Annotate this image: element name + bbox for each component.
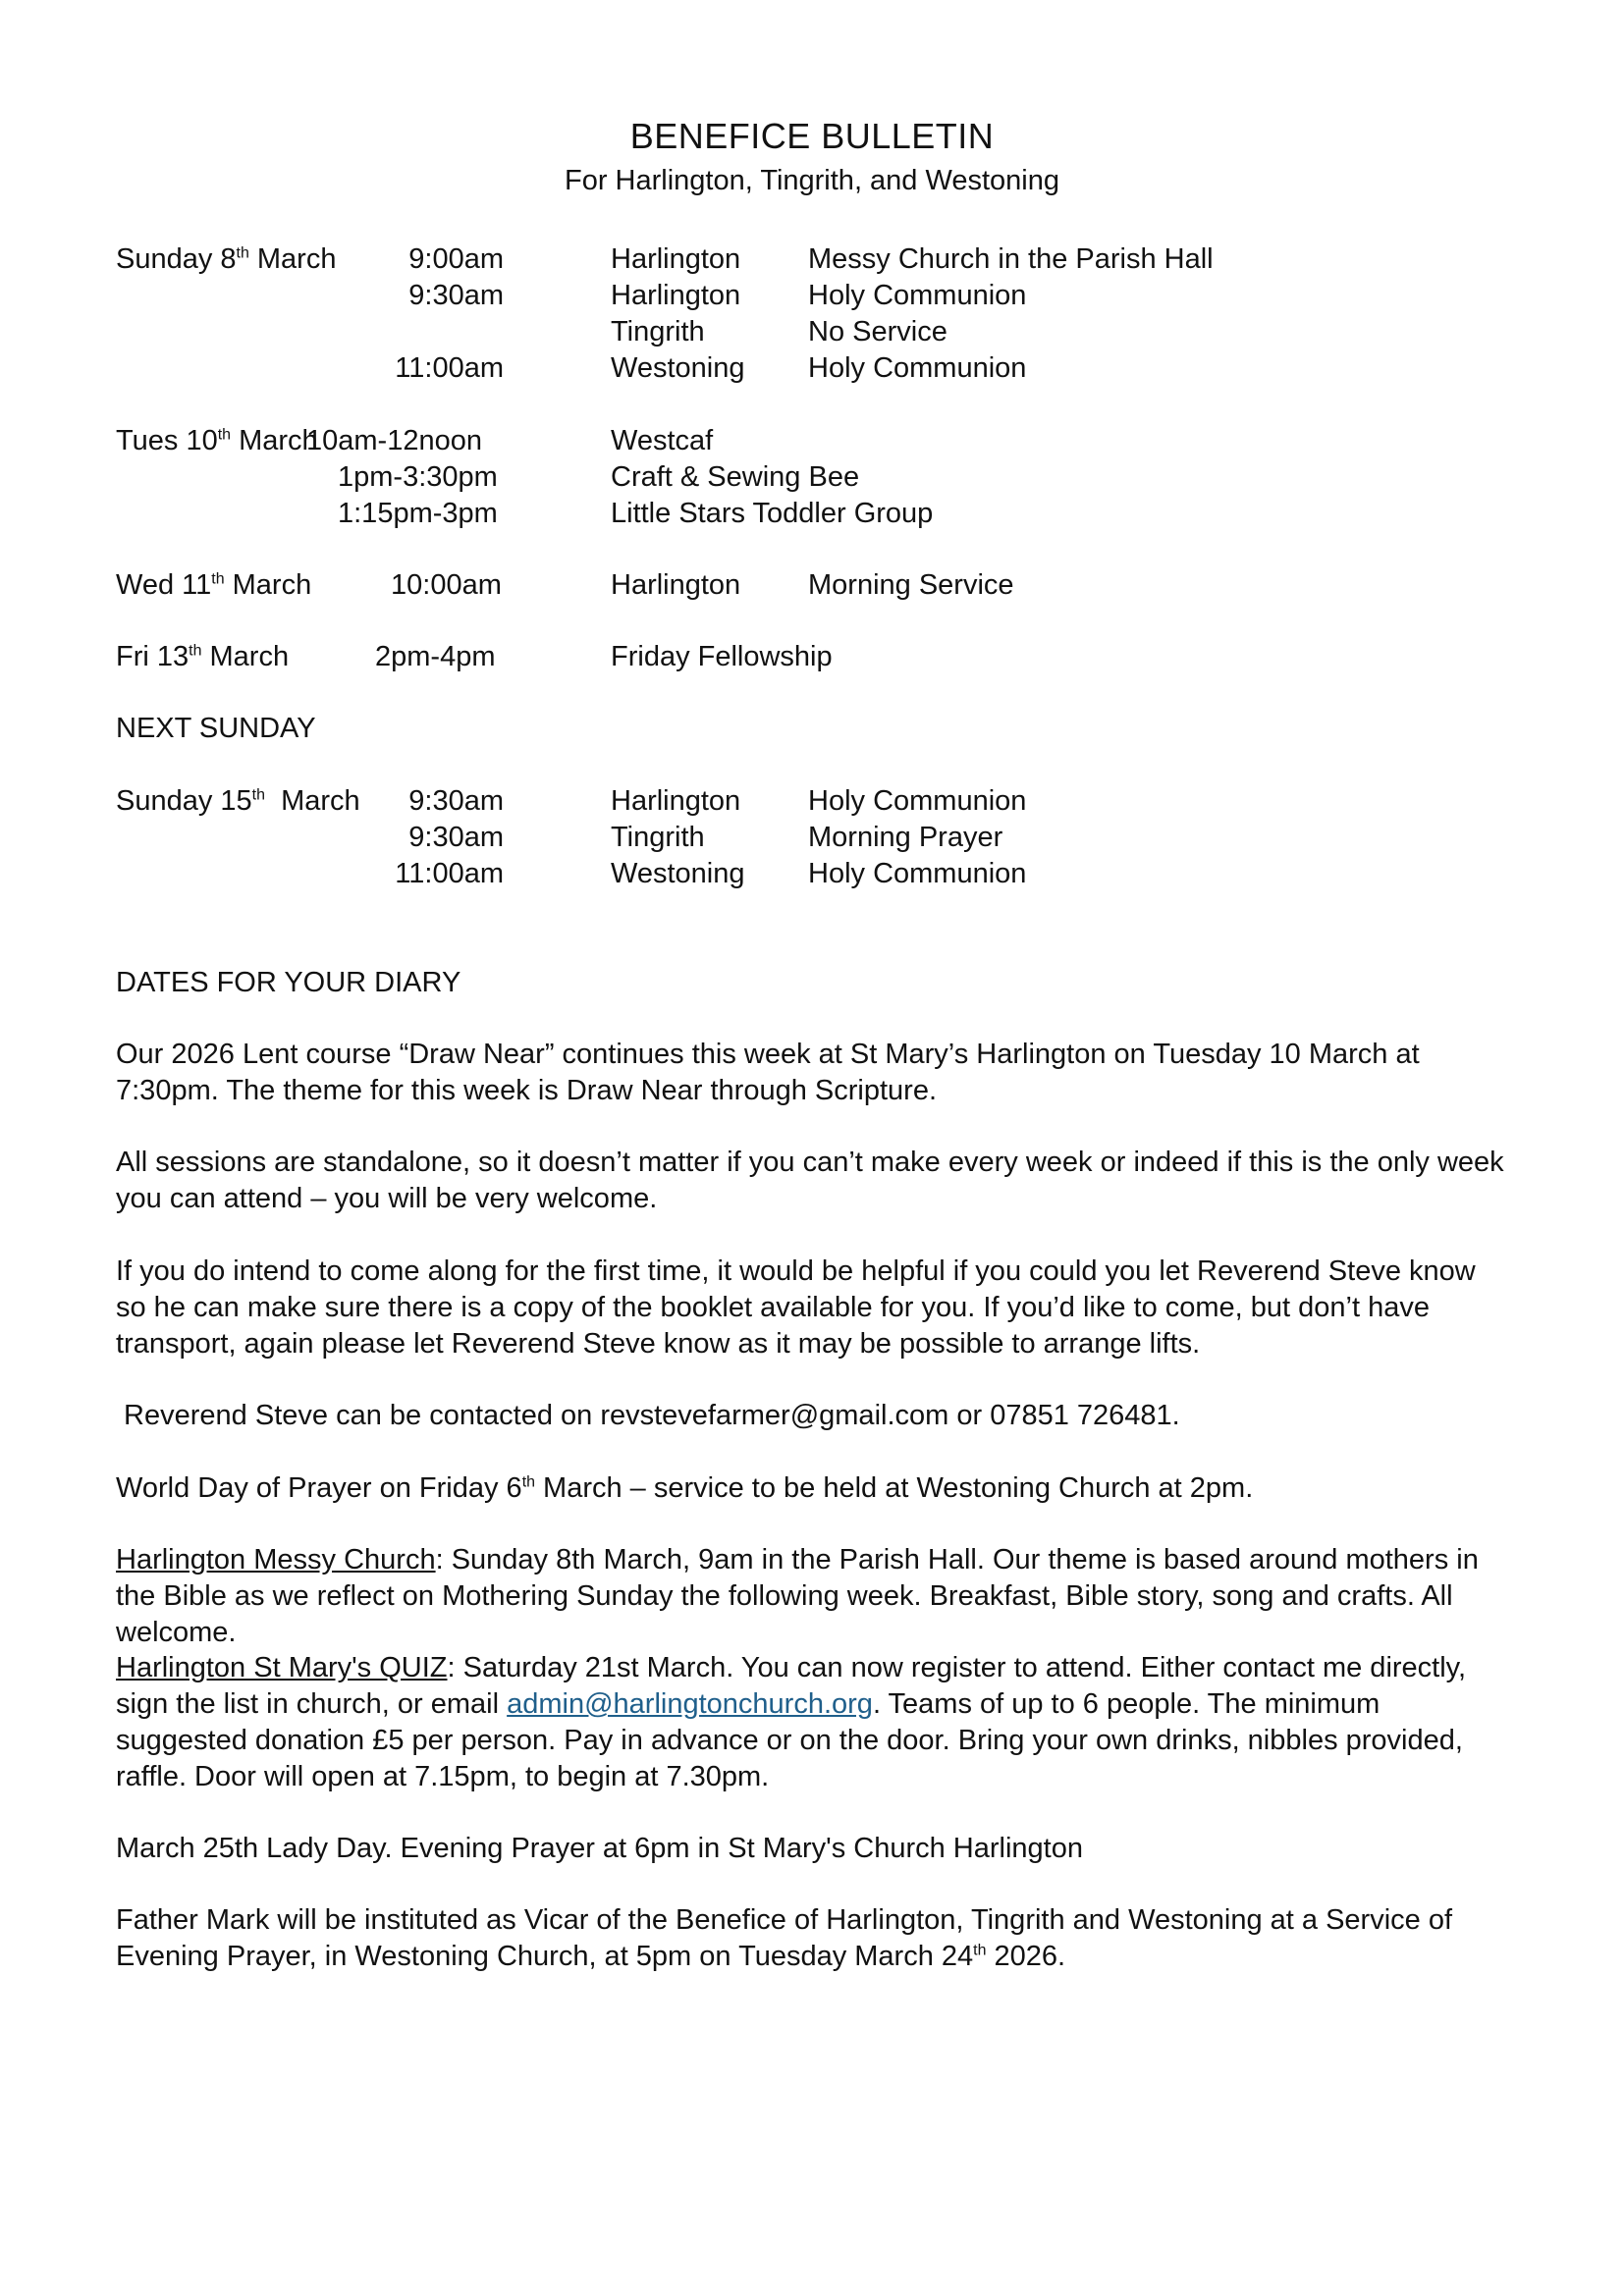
schedule-time: 11:00am xyxy=(395,858,504,889)
schedule-event: Holy Communion xyxy=(808,858,1027,889)
schedule-row xyxy=(0,425,1624,464)
vicar-institution-paragraph: Father Mark will be instituted as Vicar of the Benefice of Harlington, Tingrith and Westoning at a Service of Evening Prayer, in Westoning Church, at 5pm on Tuesday March 24th 2026. xyxy=(116,1904,1453,1972)
schedule-row xyxy=(0,280,1624,319)
schedule-row xyxy=(0,641,1624,680)
schedule-time: 10:00am xyxy=(391,569,502,601)
schedule-place: Little Stars Toddler Group xyxy=(611,498,934,529)
schedule-place: Tingrith xyxy=(611,822,705,853)
schedule-time: 1:15pm-3pm xyxy=(338,498,498,529)
lady-day-paragraph: March 25th Lady Day. Evening Prayer at 6pm in St Mary's Church Harlington xyxy=(116,1833,1083,1864)
schedule-row xyxy=(0,858,1624,897)
schedule-event: No Service xyxy=(808,316,947,347)
schedule-row xyxy=(0,822,1624,861)
schedule-time: 9:00am xyxy=(408,243,504,275)
messy-church-paragraph: Harlington Messy Church: Sunday 8th March, 9am in the Parish Hall. Our theme is based around mothers in the Bible as we reflect on Mothering Sunday the following week. Breakfast, Bible story, song and crafts. All welcome. xyxy=(116,1544,1479,1648)
schedule-row xyxy=(0,569,1624,609)
schedule-place: Tingrith xyxy=(611,316,705,347)
page-title: BENEFICE BULLETIN xyxy=(629,116,995,156)
schedule-place: Harlington xyxy=(611,569,741,601)
contact-paragraph: Reverend Steve can be contacted on revstevefarmer@gmail.com or 07851 726481. xyxy=(116,1400,1180,1431)
schedule-place: Harlington xyxy=(611,785,741,817)
quiz-paragraph: Harlington St Mary's QUIZ: Saturday 21st March. You can now register to attend. Either contact me directly, sign the list in church, or email admin@harlingtonchurch.org. Teams of up to 6 people. The minimum suggested donation £5 per person. Pay in advance or on the door. Bring your own drinks, nibbles provided, raffle. Door will open at 7.15pm, to begin at 7.30pm. xyxy=(116,1652,1467,1792)
schedule-time: 9:30am xyxy=(408,785,504,817)
schedule-place: Harlington xyxy=(611,243,741,275)
sessions-paragraph: All sessions are standalone, so it doesn’t matter if you can’t make every week or indeed if this is the only week you can attend – you will be very welcome. xyxy=(116,1147,1504,1214)
messy-church-label: Harlington Messy Church xyxy=(116,1544,436,1575)
schedule-day: Sunday 8th March xyxy=(116,243,337,275)
schedule-event: Holy Communion xyxy=(808,352,1027,384)
schedule-day: Tues 10th March xyxy=(116,425,318,456)
schedule-place: Westcaf xyxy=(611,425,714,456)
schedule-day: Sunday 15th March xyxy=(116,785,360,817)
schedule-place: Friday Fellowship xyxy=(611,641,833,672)
schedule-time: 1pm-3:30pm xyxy=(338,461,498,493)
schedule-time: 11:00am xyxy=(395,352,504,384)
schedule-place: Harlington xyxy=(611,280,741,311)
schedule-place: Westoning xyxy=(611,858,745,889)
schedule-row xyxy=(0,461,1624,501)
schedule-row xyxy=(0,352,1624,392)
schedule-place: Westoning xyxy=(611,352,745,384)
schedule-event: Holy Communion xyxy=(808,785,1027,817)
schedule-day: Wed 11th March xyxy=(116,569,312,601)
diary-heading: DATES FOR YOUR DIARY xyxy=(116,967,461,998)
schedule-time: 10am-12noon xyxy=(306,425,482,456)
page-subtitle: For Harlington, Tingrith, and Westoning xyxy=(564,165,1059,196)
schedule-event: Holy Communion xyxy=(808,280,1027,311)
schedule-place: Craft & Sewing Bee xyxy=(611,461,860,493)
schedule-day: Fri 13th March xyxy=(116,641,290,672)
schedule-row xyxy=(0,498,1624,537)
schedule-row xyxy=(0,243,1624,283)
schedule-event: Morning Service xyxy=(808,569,1014,601)
schedule-event: Morning Prayer xyxy=(808,822,1003,853)
schedule-event: Messy Church in the Parish Hall xyxy=(808,243,1214,275)
first-time-paragraph: If you do intend to come along for the first time, it would be helpful if you could you let Reverend Steve know so he can make sure there is a copy of the booklet available for you. If you’d like to come, but don’t have transport, again please let Reverend Steve know as it may be possible to arrange lifts. xyxy=(116,1255,1476,1360)
schedule-row xyxy=(0,316,1624,355)
next-sunday-heading: NEXT SUNDAY xyxy=(116,713,316,744)
schedule-time: 2pm-4pm xyxy=(375,641,496,672)
world-day-prayer-paragraph: World Day of Prayer on Friday 6th March – service to be held at Westoning Church at 2pm. xyxy=(116,1472,1254,1504)
schedule-time: 9:30am xyxy=(408,280,504,311)
admin-email-link[interactable]: admin@harlingtonchurch.org xyxy=(507,1688,873,1720)
lent-course-paragraph: Our 2026 Lent course “Draw Near” continues this week at St Mary’s Harlington on Tuesday 10 March at 7:30pm. The theme for this week is Draw Near through Scripture. xyxy=(116,1039,1420,1106)
schedule-time: 9:30am xyxy=(408,822,504,853)
schedule-row xyxy=(0,785,1624,825)
quiz-label: Harlington St Mary's QUIZ xyxy=(116,1652,448,1683)
